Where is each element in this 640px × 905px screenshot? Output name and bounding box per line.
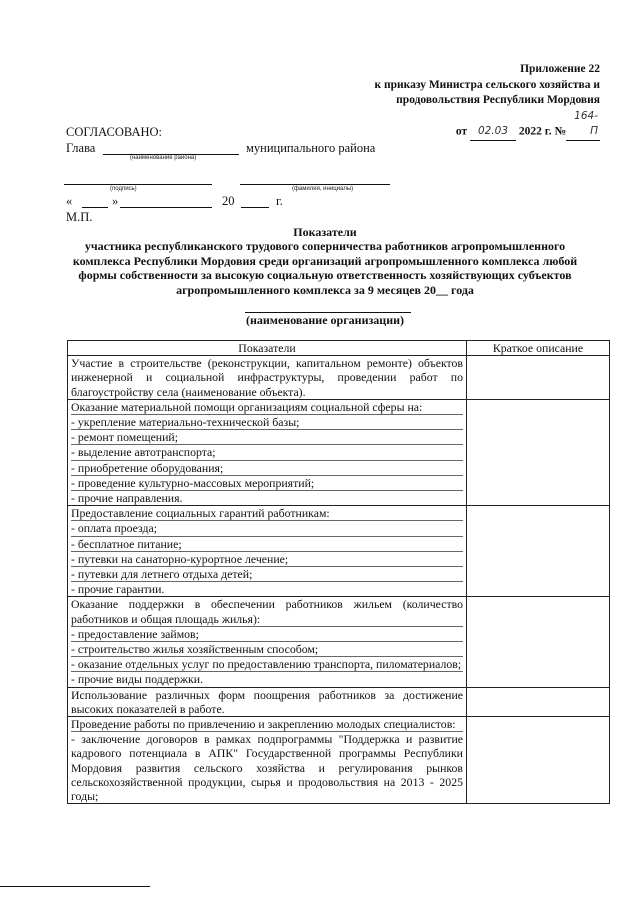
description-cell: [467, 399, 610, 505]
indicator-line: - путевки на санаторно-курортное лечение;: [71, 552, 463, 567]
document-title: участника республиканского трудового соперничества работников агропромышленного комплекса Республики Мордовия среди организаций агропромышленного комплекса любой формы собственности за высокую социальную ответственность хозяйствующих субъектов агропромышленного комплекса за 9 месяцев 20__ года: [72, 239, 578, 297]
indicator-line: - путевки для летнего отдыха детей;: [71, 567, 463, 582]
indicator-line: - строительство жилья хозяйственным способом;: [71, 642, 463, 657]
indicator-line: - укрепление материально-технической базы;: [71, 415, 463, 430]
appendix-date-line: [374, 109, 600, 141]
order-year: 2022 г. №: [518, 125, 566, 137]
day-line: [82, 207, 108, 208]
indicator-line: - выделение автотранспорта;: [71, 445, 463, 460]
indicator-line: - оплата проезда;: [71, 521, 463, 536]
description-cell: [467, 717, 610, 804]
indicator-line: Оказание материальной помощи организациям социальной сферы на:: [71, 400, 463, 415]
name-line: [240, 184, 390, 185]
year-line: [241, 207, 269, 208]
header-description: Краткое описание: [467, 341, 610, 356]
indicator-cell: [68, 597, 467, 687]
indicator-cell: [68, 399, 467, 505]
indicator-line: Проведение работы по привлечению и закреплению молодых специалистов:: [71, 717, 463, 732]
description-cell: [467, 506, 610, 597]
handwritten-number: 164-П: [566, 109, 600, 141]
table-header-row: [68, 341, 610, 356]
table-row: [68, 356, 610, 400]
indicator-line: - бесплатное питание;: [71, 537, 463, 552]
municipal-label: муниципального района: [246, 141, 376, 155]
indicator-cell: [68, 717, 467, 804]
hint-district: (наименование района): [130, 155, 197, 161]
indicator-line: - приобретение оборудования;: [71, 461, 463, 476]
quote-close: »: [112, 194, 119, 208]
hint-signature: (подпись): [110, 186, 137, 192]
indicators-table: [67, 340, 610, 804]
description-cell: [467, 687, 610, 716]
footnote-separator: [0, 886, 150, 887]
document-heading: Показатели: [293, 225, 357, 239]
indicator-line: - заключение договоров в рамках подпрограммы "Поддержка и развитие кадрового потенциала в АПК" Государственной программы Республики Мордовия развития сельского хозяйства и регулирования рынков сельскохозяйственной продукции, сырья и продовольствия на 2013 - 2025 годы;: [71, 732, 463, 804]
month-line: [120, 207, 212, 208]
indicator-cell: [68, 687, 467, 716]
agreed-label: СОГЛАСОВАНО:: [66, 125, 163, 139]
organization-caption: (наименование организации): [245, 313, 405, 327]
year-prefix: 20: [222, 194, 235, 208]
date-prefix: от: [455, 125, 468, 137]
indicator-cell: [68, 506, 467, 597]
description-cell: [467, 597, 610, 687]
indicator-line: Оказание поддержки в обеспечении работников жильем (количество работников и общая площадь жилья):: [71, 597, 463, 626]
head-label: Глава: [66, 141, 96, 155]
indicator-line: - ремонт помещений;: [71, 430, 463, 445]
table-row: [68, 687, 610, 716]
indicator-line: Участие в строительстве (реконструкции, капитальном ремонте) объектов инженерной и социальной инфраструктуры, проведении работ по благоустройству села (наименование объекта).: [71, 356, 463, 399]
indicator-line: - проведение культурно-массовых мероприятий;: [71, 476, 463, 491]
table-row: [68, 717, 610, 804]
table-row: [68, 597, 610, 687]
indicator-line: - оказание отдельных услуг по предоставлению транспорта, пиломатериалов;: [71, 657, 462, 672]
appendix-ministry-line: продовольствия Республики Мордовия: [396, 94, 600, 106]
stamp-label: М.П.: [66, 210, 93, 224]
description-cell: [467, 356, 610, 400]
table-row: [68, 399, 610, 505]
table-row: [68, 506, 610, 597]
indicator-line: - прочие виды поддержки.: [71, 672, 204, 687]
indicator-cell: [68, 356, 467, 400]
appendix-order-line: к приказу Министра сельского хозяйства и: [374, 78, 600, 91]
hint-name: (фамилия, инициалы): [292, 186, 354, 192]
indicator-line: Предоставление социальных гарантий работникам:: [71, 506, 463, 521]
appendix-header: [374, 62, 600, 141]
quote-open: «: [66, 194, 73, 208]
handwritten-date: 02.03: [470, 124, 516, 141]
indicator-line: Использование различных форм поощрения работников за достижение высоких показателей в работе.: [71, 687, 463, 716]
header-indicators: Показатели: [68, 341, 467, 356]
appendix-number: Приложение 22: [520, 63, 600, 75]
year-suffix: г.: [276, 194, 283, 208]
indicator-line: - прочие гарантии.: [71, 582, 165, 597]
indicator-line: - предоставление займов;: [71, 627, 463, 642]
signature-line: [64, 184, 212, 185]
indicator-line: - прочие направления.: [71, 491, 183, 506]
